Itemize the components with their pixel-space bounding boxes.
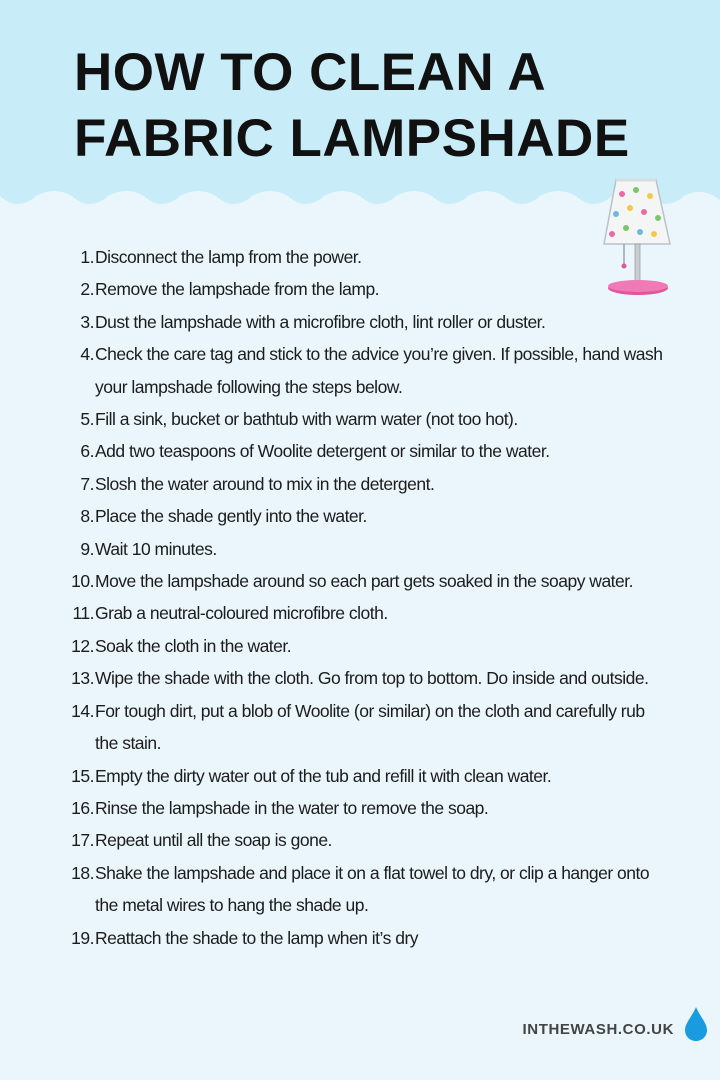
list-item — [64, 533, 664, 565]
step-number: 6. — [80, 441, 94, 462]
list-item — [64, 695, 664, 760]
list-item — [64, 338, 664, 403]
step-text: Repeat until all the soap is gone. — [95, 830, 332, 851]
list-item — [64, 468, 664, 500]
step-text: Soak the cloth in the water. — [95, 635, 292, 656]
list-item — [64, 857, 664, 922]
title-line-1: HOW TO CLEAN A — [74, 43, 547, 102]
list-item — [64, 403, 664, 435]
list-item — [64, 662, 664, 694]
list-item — [64, 922, 664, 954]
step-number: 15. — [71, 765, 94, 786]
step-number: 3. — [80, 311, 94, 332]
list-item — [64, 597, 664, 629]
step-number: 5. — [80, 409, 94, 430]
step-number: 19. — [71, 927, 94, 948]
step-text: Fill a sink, bucket or bathtub with warm water (not too hot). — [95, 409, 518, 430]
step-number: 4. — [80, 344, 94, 365]
step-number: 2. — [80, 279, 94, 300]
step-text: Wipe the shade with the cloth. Go from top to bottom. Do inside and outside. — [95, 668, 649, 689]
step-text: Add two teaspoons of Woolite detergent or similar to the water. — [95, 441, 550, 462]
list-item — [64, 241, 664, 273]
water-drop-icon — [684, 1006, 708, 1042]
step-text: Dust the lampshade with a microfibre cloth, lint roller or duster. — [95, 311, 546, 332]
step-number: 18. — [71, 862, 94, 883]
list-item — [64, 435, 664, 467]
list-item — [64, 760, 664, 792]
step-text: Remove the lampshade from the lamp. — [95, 279, 380, 300]
step-number: 14. — [71, 700, 94, 721]
list-item — [64, 273, 664, 305]
step-number: 16. — [71, 797, 94, 818]
step-text: Empty the dirty water out of the tub and refill it with clean water. — [95, 765, 552, 786]
list-item — [64, 306, 664, 338]
list-item — [64, 630, 664, 662]
step-number: 9. — [80, 538, 94, 559]
step-text: Check the care tag and stick to the advice you’re given. If possible, hand wash your lampshade following the steps below. — [95, 344, 663, 397]
step-text: Rinse the lampshade in the water to remove the soap. — [95, 797, 489, 818]
step-number: 8. — [80, 506, 94, 527]
step-text: Disconnect the lamp from the power. — [95, 247, 362, 267]
steps-list — [64, 241, 664, 954]
step-text: Wait 10 minutes. — [95, 538, 217, 559]
list-item — [64, 824, 664, 856]
step-text: Grab a neutral-coloured microfibre cloth. — [95, 603, 388, 624]
step-text: For tough dirt, put a blob of Woolite (or similar) on the cloth and carefully rub the stain. — [95, 700, 645, 754]
list-item — [64, 565, 664, 597]
step-text: Shake the lampshade and place it on a flat towel to dry, or clip a hanger onto the metal wires to hang the shade up. — [95, 862, 650, 916]
step-text: Move the lampshade around so each part gets soaked in the soapy water. — [95, 571, 633, 592]
list-item — [64, 792, 664, 824]
step-number: 13. — [71, 668, 94, 689]
step-number: 12. — [71, 635, 94, 656]
title-line-2: FABRIC LAMPSHADE — [74, 109, 630, 168]
step-number: 17. — [71, 830, 94, 851]
step-text: Reattach the shade to the lamp when it’s dry — [95, 927, 419, 948]
step-text: Place the shade gently into the water. — [95, 506, 367, 527]
step-number: 10. — [71, 571, 94, 592]
step-number: 7. — [80, 473, 94, 494]
list-item — [64, 500, 664, 532]
step-number: 1. — [80, 247, 94, 267]
brand-name: INTHEWASH.CO.UK — [522, 1021, 674, 1038]
page-title — [74, 40, 694, 172]
step-number: 11. — [72, 603, 94, 624]
step-text: Slosh the water around to mix in the detergent. — [95, 473, 435, 494]
